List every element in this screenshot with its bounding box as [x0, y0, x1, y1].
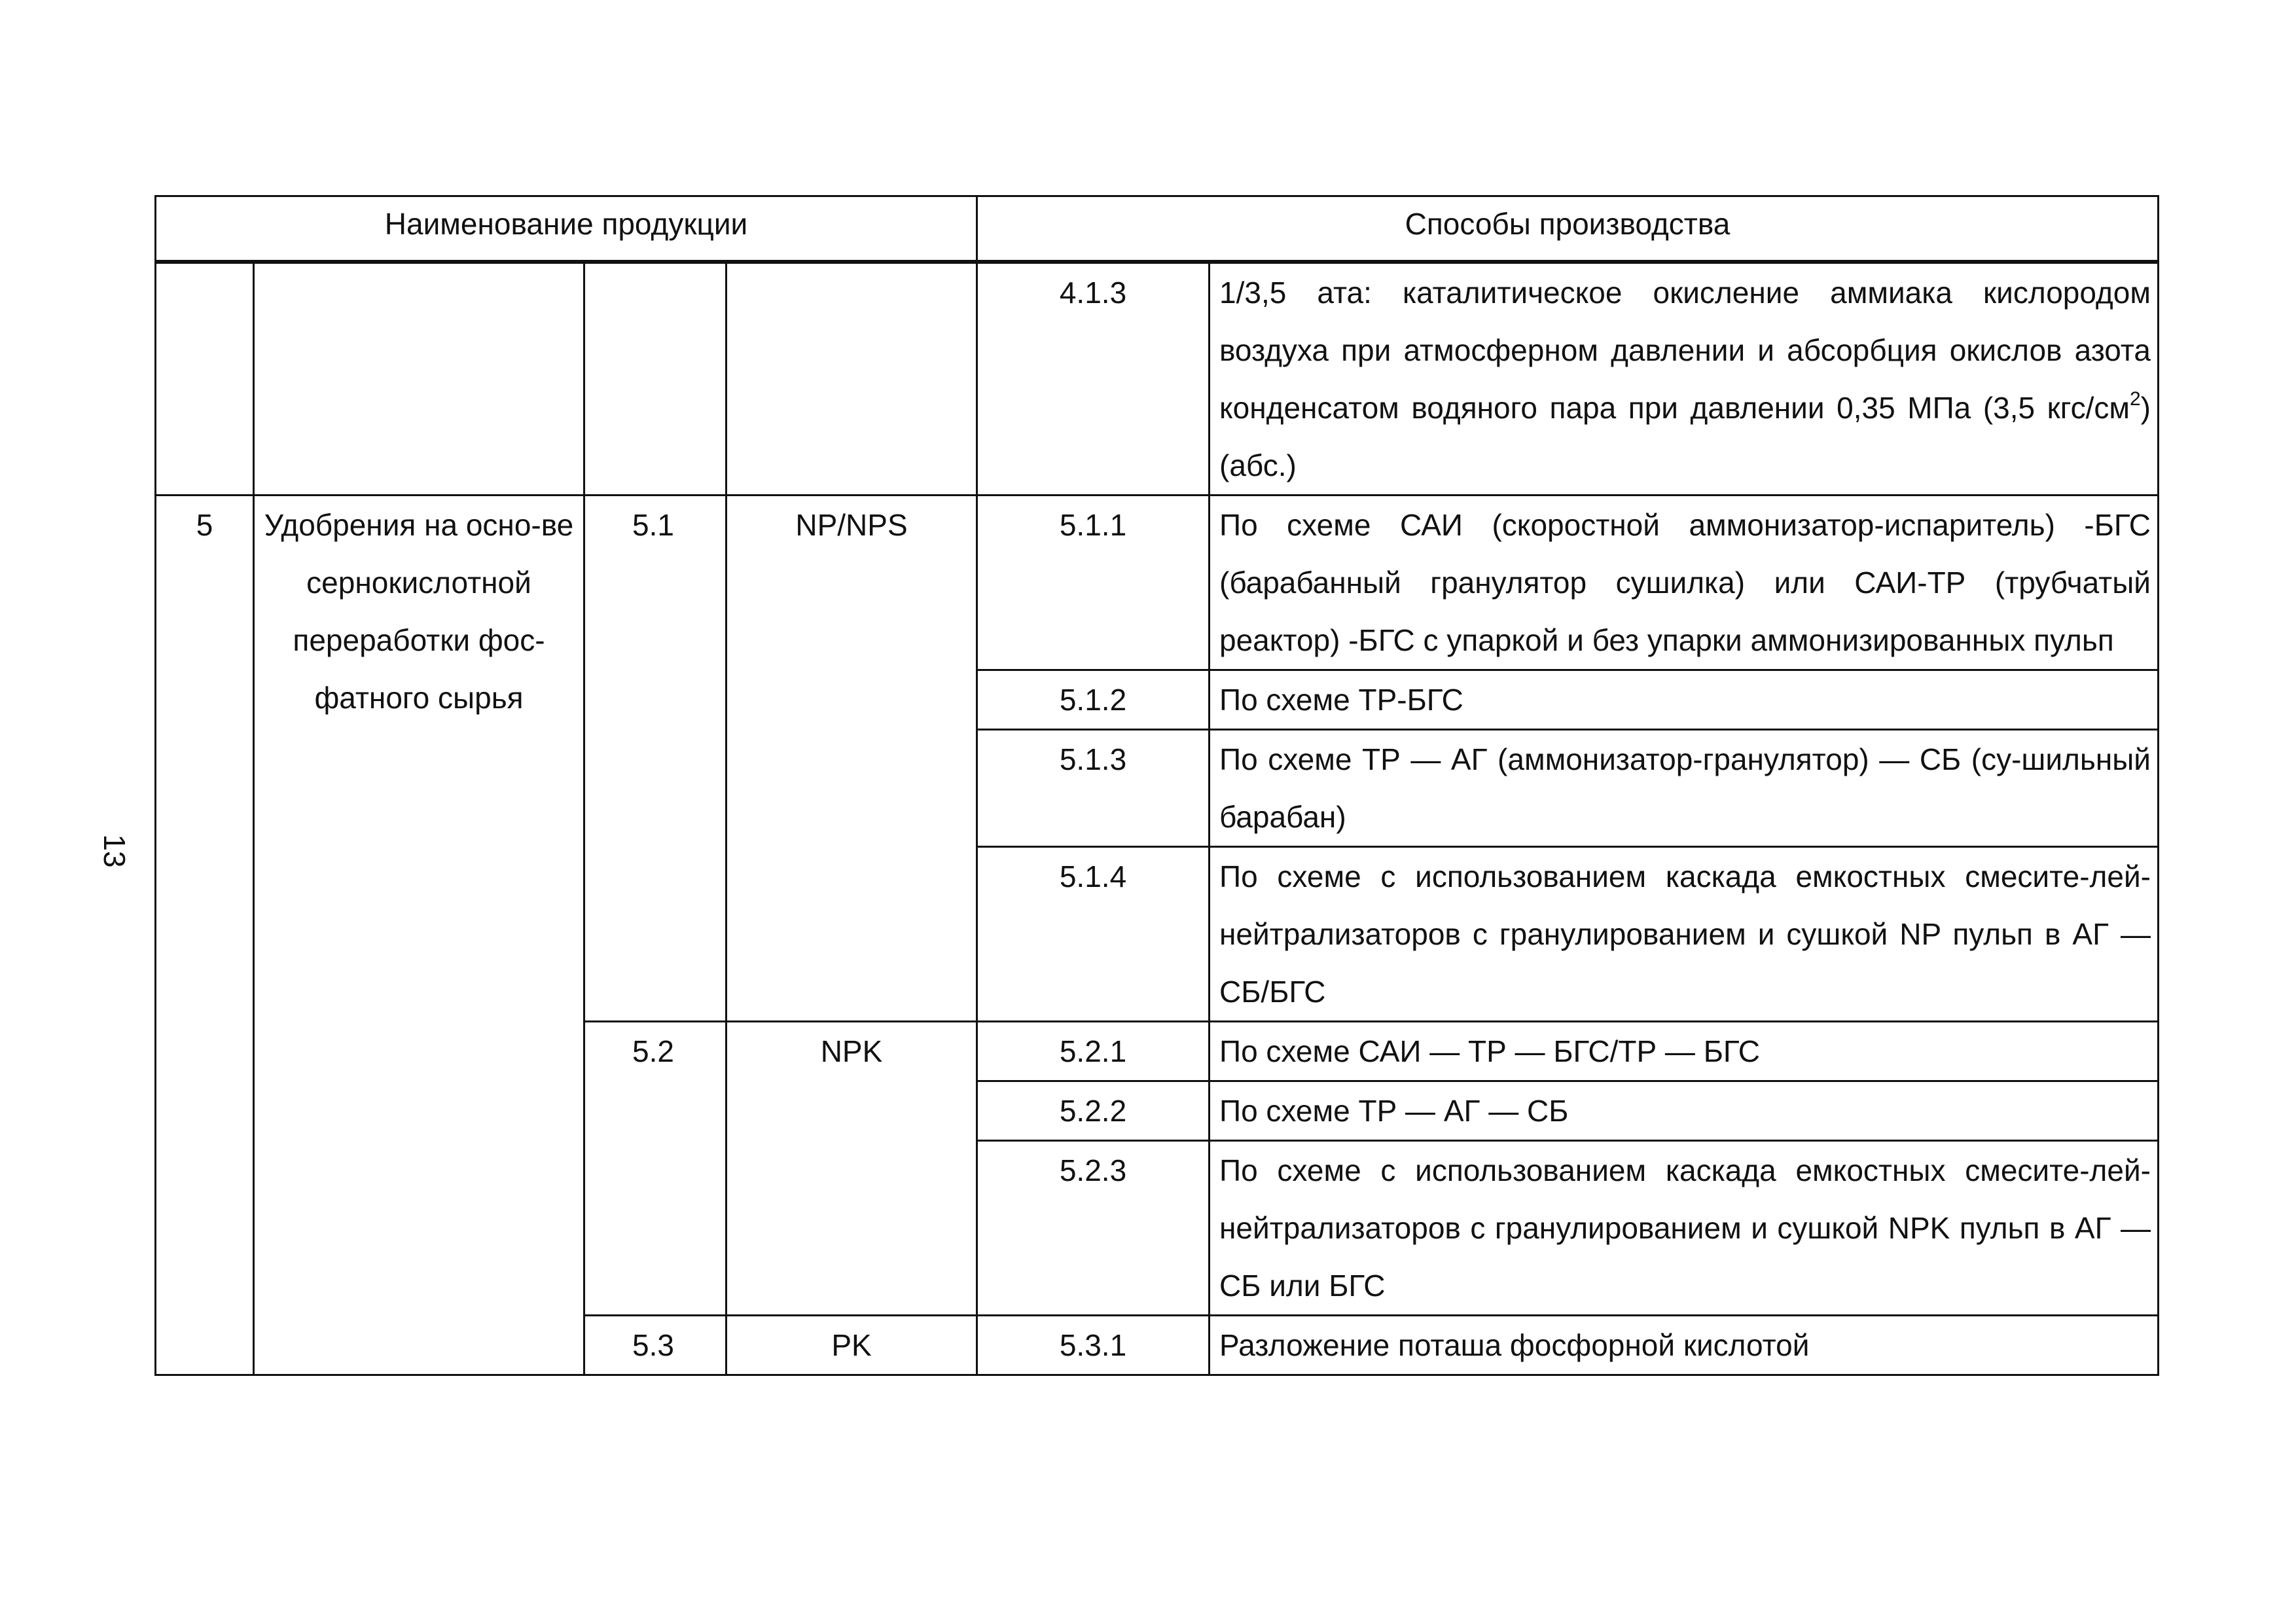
header-product-name: Наименование продукции: [156, 196, 977, 262]
method-code: 5.2.3: [977, 1140, 1210, 1315]
page-number: 13: [98, 834, 132, 868]
subgroup-name: NPK: [726, 1021, 977, 1315]
method-code: 5.3.1: [977, 1315, 1210, 1375]
method-text: 1/3,5 ата: каталитическое окисление аммиака кислородом воздуха при атмосферном давлении и абсорбция окислов азота конденсатом водяного пара при давлении 0,35 МПа (3,5 кгс/см: [1219, 275, 2151, 425]
method-description: [1210, 262, 2159, 496]
empty-cell: [254, 262, 584, 496]
method-code: 5.2.2: [977, 1081, 1210, 1140]
superscript: 2: [2129, 388, 2141, 410]
method-code: 5.1.2: [977, 670, 1210, 729]
table-row: [156, 495, 2159, 670]
group-number: 5: [156, 495, 254, 1375]
empty-cell: [156, 262, 254, 496]
group-name: Удобрения на осно-ве сернокислотной переработки фос-фатного сырья: [254, 495, 584, 1375]
method-code: 5.2.1: [977, 1021, 1210, 1081]
method-description: Разложение поташа фосфорной кислотой: [1210, 1315, 2159, 1375]
method-description: По схеме САИ — ТР — БГС/ТР — БГС: [1210, 1021, 2159, 1081]
table-header-row: [156, 196, 2159, 262]
method-code: 5.1.4: [977, 846, 1210, 1021]
empty-cell: [726, 262, 977, 496]
subgroup-name: PK: [726, 1315, 977, 1375]
method-description: По схеме с использованием каскада емкостных смесите-лей-нейтрализаторов с гранулированием и сушкой NPK пульп в АГ — СБ или БГС: [1210, 1140, 2159, 1315]
method-code: 4.1.3: [977, 262, 1210, 496]
table-row: [156, 262, 2159, 496]
method-description: По схеме с использованием каскада емкостных смесите-лей-нейтрализаторов с гранулированием и сушкой NP пульп в АГ — СБ/БГС: [1210, 846, 2159, 1021]
method-code: 5.1.3: [977, 729, 1210, 846]
empty-cell: [584, 262, 726, 496]
method-description: По схеме ТР-БГС: [1210, 670, 2159, 729]
header-production-methods: Способы производства: [977, 196, 2159, 262]
subgroup-number: 5.3: [584, 1315, 726, 1375]
method-description: По схеме ТР — АГ — СБ: [1210, 1081, 2159, 1140]
subgroup-number: 5.1: [584, 495, 726, 1021]
method-text-end: ) (абс.): [1219, 390, 2151, 482]
subgroup-name: NP/NPS: [726, 495, 977, 1021]
method-code: 5.1.1: [977, 495, 1210, 670]
subgroup-number: 5.2: [584, 1021, 726, 1315]
method-description: По схеме ТР — АГ (аммонизатор-гранулятор) — СБ (су-шильный барабан): [1210, 729, 2159, 846]
method-description: По схеме САИ (скоростной аммонизатор-испаритель) -БГС (барабанный гранулятор сушилка) или САИ-ТР (трубчатый реактор) -БГС с упаркой и без упарки аммонизированных пульп: [1210, 495, 2159, 670]
production-methods-table: [154, 195, 2159, 1376]
